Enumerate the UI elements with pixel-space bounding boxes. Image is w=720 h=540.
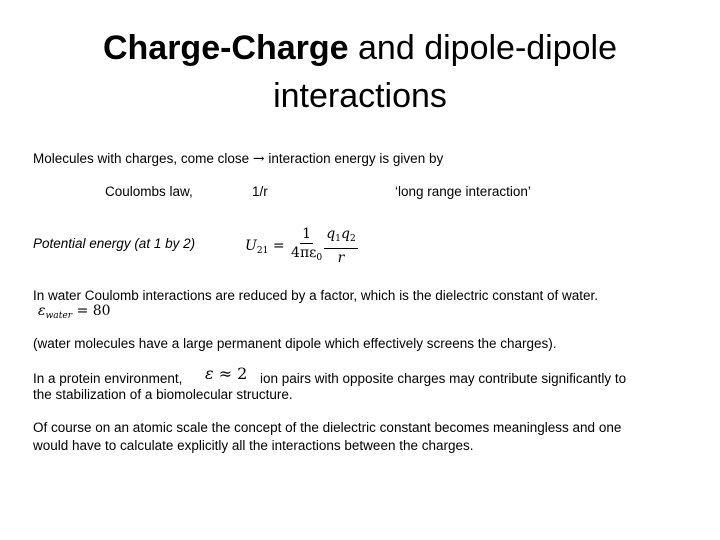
eq-water-sub: water [45,311,73,321]
intro-end-text: interaction energy is given by [268,151,444,166]
eq-U-sub: 21 [256,246,269,256]
eq-fraction-one [289,226,324,266]
eq-approx-2: ≈ 2 [218,364,248,383]
coulomb-law-label: Coulombs law, [105,184,193,199]
protein-rest: ion pairs with opposite charges may contribute significantly to [260,371,627,386]
intro-text: Molecules with charges, come close [33,151,250,166]
potential-energy-label: Potential energy (at 1 by 2) [33,236,196,251]
eq-fraction-charges [324,226,358,266]
atomic-scale-note: Of course on an atomic scale the concept of the dielectric constant becomes meaningless and one would have to calculate explicitly all the interactions between the charges. [33,420,622,453]
coulomb-dependence: 1/r [252,184,268,199]
title-rest-line1: and dipole-dipole [348,29,618,67]
eq-U: U [245,238,257,254]
eq-q1-sub: 1 [335,234,341,244]
protein-line2: the stabilization of a biomolecular structure. [33,387,293,402]
eq-numerator-one: 1 [302,226,312,242]
eq-denominator-r: r [337,250,345,266]
eq-q2: q [340,226,350,242]
dipole-note: (water molecules have a large permanent dipole which effectively screens the charges). [33,336,557,351]
protein-start: In a protein environment, [33,371,183,386]
title-line2: interactions [273,77,447,115]
long-range-note: ‘long range interaction’ [395,184,531,199]
eq-4pieps: 4πε [291,245,317,261]
eq-eps-water: ε [38,303,46,319]
eq-numerator-charges [324,226,358,249]
eq-eps-protein: ε [205,364,214,383]
potential-energy-equation [245,226,358,266]
eq-equals-80: = 80 [76,303,111,319]
intro-line [33,150,443,168]
eq-q1: q [326,226,336,242]
eq-eps0-sub: 0 [316,253,323,263]
eq-q2-sub: 2 [349,234,356,244]
eq-equals: = [272,238,285,254]
title-bold-part: Charge-Charge [102,29,349,67]
slide-title [40,24,680,120]
water-sentence: In water Coulomb interactions are reduced by a factor, which is the dielectric constant of water. [33,288,599,303]
arrow-symbol: → [252,151,265,167]
protein-dielectric-equation [205,365,247,383]
eq-denominator-4pieps [289,244,324,266]
water-dielectric-equation [38,302,111,325]
